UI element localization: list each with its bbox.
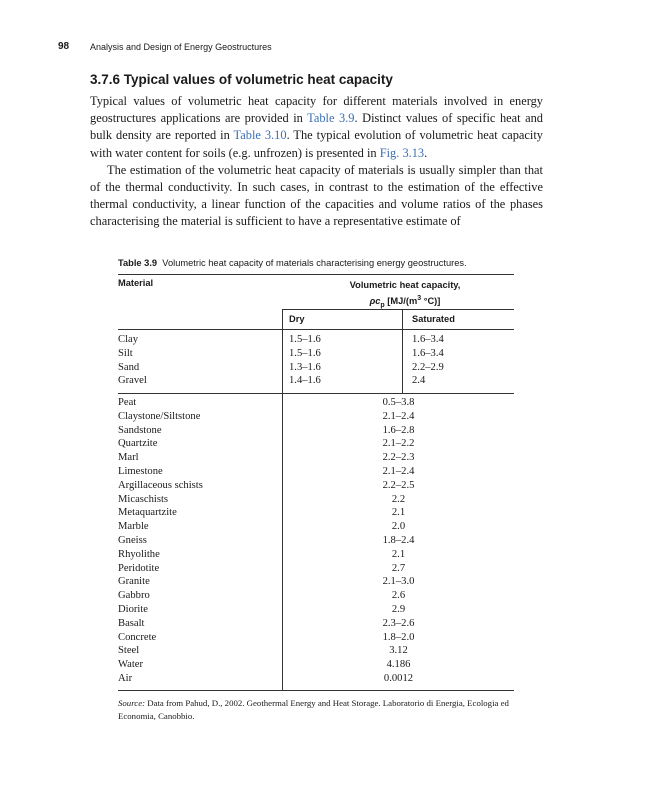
table-row-material: Rhyolithe: [118, 548, 160, 560]
table-cell-dry: 1.5–1.6: [289, 334, 321, 345]
table-cell-value: 4.186: [386, 659, 411, 671]
header-capacity-symbol: ρc: [369, 296, 381, 307]
table-row-material: Marble: [118, 521, 149, 533]
table-3-9-link[interactable]: Table 3.9: [307, 111, 355, 126]
header-capacity-sup: 3: [417, 295, 422, 302]
table-cell-value: 2.2: [391, 493, 406, 505]
paragraph-2: The estimation of the volumetric heat capacity of materials is usually simpler than that of the thermal conductivity. In such cases, in contrast to the estimation of the effective thermal conductivity, a linear function of the capacities and volume ratios of the phases characterising the material is sufficient to have a representative estimate of: [90, 162, 543, 229]
table-cell-value: 0.5–3.8: [382, 397, 415, 408]
header-capacity-line1: Volumetric heat capacity,: [349, 280, 461, 290]
table-cell-saturated: 1.6–3.4: [412, 334, 444, 345]
table-row-material: Peat: [118, 397, 137, 408]
table-row-material: Concrete: [118, 631, 157, 643]
table-row-material: Basalt: [118, 617, 145, 629]
table-cell-value: 2.2–2.3: [382, 452, 415, 464]
soil-material-column: [118, 333, 147, 388]
source-text: Data from Pahud, D., 2002. Geothermal Energy and Heat Storage. Laboratorio di Energia, Ecologia ed Economia, Canobbio.: [118, 698, 509, 721]
header-capacity: [330, 278, 480, 313]
header-capacity-line2: [330, 292, 480, 313]
page-number: 98: [58, 41, 70, 52]
table-caption-label: Table 3.9: [118, 258, 158, 268]
table-row-material: Quartzite: [118, 438, 158, 450]
header-material: Material: [118, 278, 154, 288]
table-top-rule: [118, 274, 514, 275]
table-row-material: Claystone/Siltstone: [118, 410, 201, 422]
table-cell-value: 1.8–2.0: [382, 631, 415, 643]
table-cell-value: 2.2–2.5: [382, 479, 415, 491]
header-saturated: Saturated: [412, 314, 455, 324]
table-cell-value: 3.12: [389, 645, 408, 657]
table-row-material: Steel: [118, 645, 140, 657]
table-cell-value: 2.1–2.4: [382, 465, 415, 477]
table-cell-saturated: 2.4: [412, 375, 426, 387]
paragraph-1: [90, 93, 543, 162]
table-row-material: Gravel: [118, 375, 147, 387]
table-cell-value: 2.1–2.4: [382, 410, 415, 422]
para1-text-2: . Distinct values of specific heat and bulk density are reported in: [90, 111, 543, 143]
table-cell-value: 2.9: [391, 603, 406, 615]
table-cell-value: 1.8–2.4: [382, 534, 415, 546]
table-row-material: Diorite: [118, 603, 149, 615]
soil-saturated-column: [412, 333, 444, 388]
body-text: [90, 93, 543, 231]
header-dry: Dry: [289, 314, 305, 324]
table-cell-value: 2.1–3.0: [382, 576, 415, 588]
table-row-material: Air: [118, 672, 133, 684]
para1-text-1: Typical values of volumetric heat capacity for different materials involved in energy geostructures applications are provided in: [90, 94, 543, 126]
header-capacity-unit-b: °C)]: [421, 296, 441, 307]
other-material-column: [118, 396, 203, 686]
table-row-material: Clay: [118, 334, 139, 345]
soil-dry-column: [289, 333, 321, 388]
table-row-material: Limestone: [118, 465, 163, 477]
table-row-material: Micaschists: [118, 493, 169, 505]
source-label: Source:: [118, 698, 146, 708]
table-cell-dry: 1.5–1.6: [289, 347, 321, 359]
table-row-material: Gneiss: [118, 534, 147, 546]
table-row-material: Gabbro: [118, 590, 150, 602]
table-cell-value: 2.6: [391, 590, 406, 602]
table-cell-value: 2.1: [391, 507, 406, 519]
table-3-10-link[interactable]: Table 3.10: [233, 128, 287, 143]
table-cell-saturated: 1.6–3.4: [412, 347, 444, 359]
table-row-material: Peridotite: [118, 562, 160, 574]
table-dry-saturated-divider: [402, 309, 403, 393]
table-cell-value: 2.3–2.6: [382, 617, 415, 629]
section-title: 3.7.6 Typical values of volumetric heat capacity: [90, 72, 393, 87]
table-row-material: Sandstone: [118, 424, 162, 436]
table-bottom-rule: [118, 690, 514, 691]
table-cell-value: 2.1–2.2: [382, 438, 415, 450]
table-cell-dry: 1.3–1.6: [289, 361, 321, 373]
table-row-material: Sand: [118, 361, 140, 373]
table-cell-value: 0.0012: [383, 672, 414, 684]
table-cell-value: 2.7: [391, 562, 406, 574]
para1-text-4: .: [424, 145, 428, 160]
table-header-bottom-rule: [118, 329, 514, 330]
table-row-material: Granite: [118, 576, 150, 588]
running-head: Analysis and Design of Energy Geostructures: [90, 42, 272, 52]
table-source-note: [118, 697, 518, 723]
table-row-material: Silt: [118, 347, 133, 359]
table-row-material: Marl: [118, 452, 139, 464]
header-capacity-unit-a: [MJ/(m: [384, 296, 418, 307]
table-row-material: Argillaceous schists: [118, 479, 203, 491]
table-group-separator: [118, 393, 514, 394]
table-cell-dry: 1.4–1.6: [289, 375, 321, 387]
header-capacity-sub: p: [380, 301, 385, 309]
other-value-column: [283, 396, 514, 686]
para1-text-3: . The typical evolution of volumetric heat capacity with water content for soils (e.g. unfrozen) is presented in: [90, 128, 543, 160]
table-cell-value: 2.0: [391, 521, 406, 533]
table-caption: [118, 258, 467, 268]
table-caption-text: Volumetric heat capacity of materials characterising energy geostructures.: [162, 258, 467, 268]
table-row-material: Metaquartzite: [118, 507, 177, 519]
table-cell-value: 2.1: [391, 548, 406, 560]
table-cell-saturated: 2.2–2.9: [412, 361, 444, 373]
table-row-material: Water: [118, 659, 144, 671]
table-cell-value: 1.6–2.8: [382, 424, 415, 436]
fig-3-13-link[interactable]: Fig. 3.13: [379, 145, 425, 160]
